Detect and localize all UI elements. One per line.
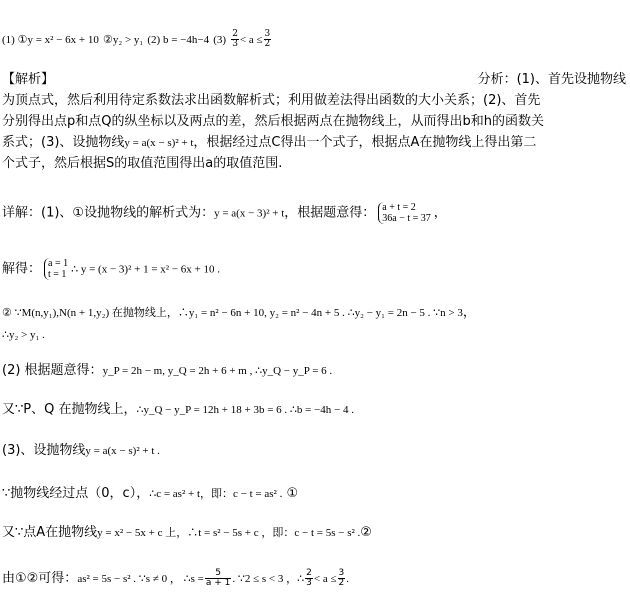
answer-ineq: < a ≤ bbox=[239, 34, 263, 46]
solution-line6 bbox=[2, 402, 354, 418]
solution-line10-eq: as² = 5s − s² . ∵s ≠ 0 ， ∴s = bbox=[77, 573, 204, 585]
circled-two-marker: ② bbox=[360, 525, 372, 540]
circled-one-marker: ① bbox=[286, 486, 299, 501]
answer-part3: (2) b = −4h−4 bbox=[147, 34, 210, 46]
answer-frac-2-3: $\frac{2}{3}$ bbox=[232, 29, 238, 49]
solution-line9-text: 又∵点A在抛物线 bbox=[2, 525, 98, 540]
solution-line7 bbox=[2, 443, 160, 459]
equation-system-2: a = 1 t = 1 bbox=[44, 258, 68, 280]
answer-part4-label: (3) bbox=[213, 34, 227, 46]
frac-2-3: $\frac{2}{3}$ bbox=[306, 568, 312, 588]
analysis-line2: 分别得出点p和点Q的纵坐标以及两点的差，然后根据两点在抛物线上，从而得出b和h的函数关 bbox=[2, 114, 544, 129]
solution-line5-eq: y_P = 2h − m, y_Q = 2h + 6 + m , ∴y_Q − y_P = 6 . bbox=[102, 365, 333, 377]
answer-eq2: y₂ > y₁ bbox=[112, 34, 144, 46]
solution-line5-text: (2) 根据题意得： bbox=[2, 363, 103, 378]
solution-line10-text: 由①②可得： bbox=[2, 571, 78, 586]
solution-line1 bbox=[2, 202, 447, 224]
solution-line6-text: 又∵P、Q 在抛物线上， bbox=[2, 402, 137, 417]
analysis-lead: 分析：(1)、首先设抛物线 bbox=[477, 72, 626, 87]
solution-line1-text: 详解：(1)、①设抛物线的解析式为： bbox=[2, 205, 215, 221]
answer-eq1: y = x² − 6x + 10 bbox=[27, 34, 99, 46]
solution-line9 bbox=[2, 525, 372, 541]
solution-line2 bbox=[2, 258, 220, 280]
frac-3-2: $\frac{3}{2}$ bbox=[338, 568, 345, 588]
answer-line bbox=[2, 30, 272, 49]
solution-line4: ∴y₂ > y₁ . bbox=[2, 329, 45, 341]
solution-line2-eq: ∴ y = (x − 3)² + 1 = x² − 6x + 10 . bbox=[71, 263, 220, 276]
solution-line7-text: (3)、设抛物线 bbox=[2, 443, 86, 458]
analysis-line3 bbox=[2, 135, 536, 151]
solution-line1-comma: ， bbox=[433, 205, 447, 221]
analysis-line3-eq: y = a(x − s)² + t bbox=[124, 137, 194, 149]
solution-line1-eq: y = a(x − 3)² + t bbox=[214, 207, 285, 220]
solution-line3 bbox=[2, 305, 476, 321]
analysis-header: 【解析】 bbox=[2, 72, 55, 87]
solution-line8 bbox=[2, 486, 298, 502]
analysis-line3-text-b: ，根据经过点C得出一个式子，根据点A在抛物线上得出第二 bbox=[193, 135, 537, 150]
solution-line3-text: ② ∵M(n,y₁),N(n + 1,y₂) 在抛物线上， bbox=[2, 307, 178, 319]
solution-line9-eq: y = x² − 5x + c 上，∴t = s² − 5s + c ，即：c − t = 5s − s² . bbox=[97, 527, 361, 539]
solution-line3-eq: ∴y₁ = n² − 6n + 10, y₂ = n² − 4n + 5 . ∴y₂ − y₁ = 2n − 5 . ∵n > 3 bbox=[177, 307, 463, 319]
solution-line5 bbox=[2, 363, 332, 379]
analysis-line3-text-a: 系式；(3)、设抛物线 bbox=[2, 135, 125, 150]
solution-line10 bbox=[2, 569, 349, 588]
solution-line1-text-b: ，根据题意得： bbox=[284, 205, 376, 221]
solution-line3-comma: ， bbox=[462, 305, 476, 320]
frac-5-over-a-plus-1: $\frac{5}{a + 1}$ bbox=[205, 568, 231, 588]
solution-line8-text: ∵抛物线经过点（0，c）， bbox=[2, 486, 150, 501]
analysis-line1: 为顶点式，然后利用待定系数法求出函数解析式；利用做差法得出函数的大小关系；(2)、首先 bbox=[2, 93, 541, 108]
solution-line7-eq: y = a(x − s)² + t . bbox=[85, 445, 160, 457]
solution-line8-eq: ∴c = as² + t，即：c − t = as² . bbox=[149, 488, 283, 500]
answer-part2-label: ② bbox=[103, 34, 113, 46]
answer-frac-3-2: $\frac{3}{2}$ bbox=[264, 29, 271, 49]
solution-line6-eq: ∴y_Q − y_P = 12h + 18 + 3b = 6 . ∴b = −4h − 4 . bbox=[136, 404, 355, 416]
equation-system-1: a + t = 2 36a − t = 37 bbox=[378, 202, 431, 224]
solution-line2-text: 解得： bbox=[2, 261, 42, 277]
solution-line10-eq2: . ∵2 ≤ s < 3 ，∴ bbox=[232, 573, 305, 585]
analysis-line4: 个式子，然后根据S的取值范围得出a的取值范围. bbox=[2, 156, 283, 171]
answer-part1-label: (1) ① bbox=[2, 34, 28, 46]
solution-line10-end: . bbox=[346, 573, 349, 585]
solution-line10-eq3: < a ≤ bbox=[313, 573, 337, 585]
